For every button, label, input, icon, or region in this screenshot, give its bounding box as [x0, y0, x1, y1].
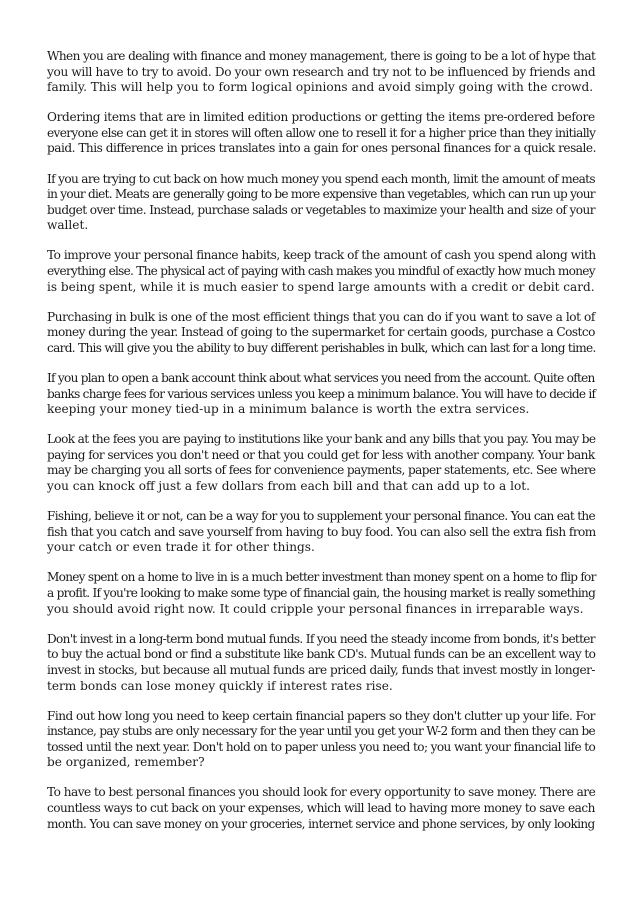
text-line: your catch or even trade it for other things. [47, 540, 315, 555]
text-line: fish that you catch and save yourself from having to buy food. You can also sell the extra fish from [47, 524, 596, 539]
text-line: month. You can save money on your groceries, internet service and phone services, by only looking [47, 816, 595, 831]
text-line: To have to best personal finances you should look for every opportunity to save money. There are [47, 785, 596, 800]
paragraph [47, 248, 595, 295]
text-line: money during the year. Instead of going to the supermarket for certain goods, purchase a Costco [47, 325, 595, 340]
text-line: If you plan to open a bank account think about what services you need from the account. Quite often [47, 371, 595, 385]
paragraph [47, 509, 595, 556]
paragraph [47, 49, 595, 96]
text-line: Look at the fees you are paying to institutions like your bank and any bills that you pay. You may be [47, 432, 596, 447]
paragraph [47, 371, 595, 418]
text-line: you can knock off just a few dollars from each bill and that can add up to a lot. [47, 479, 530, 494]
document-body [47, 49, 595, 847]
text-line: you will have to try to avoid. Do your own research and try not to be influenced by friends and [47, 64, 596, 79]
text-line: in your diet. Meats are generally going to be more expensive than vegetables, which can run up your [47, 187, 595, 202]
text-line: paid. This difference in prices translates into a gain for ones personal finances for a quick resale. [47, 141, 596, 156]
text-line: everyone else can get it in stores will often allow one to resell it for a higher price than they initially [47, 125, 596, 140]
paragraph [47, 709, 595, 771]
text-line: card. This will give you the ability to buy different perishables in bulk, which can last for a long time. [47, 340, 596, 355]
text-line: paying for services you don't need or that you could get for less with another company. Your bank [47, 447, 595, 462]
text-line: Ordering items that are in limited edition productions or getting the items pre-ordered before [47, 110, 595, 125]
text-line: tossed until the next year. Don't hold on to paper unless you need to; you want your financial life to [47, 739, 596, 754]
text-line: Purchasing in bulk is one of the most efficient things that you can do if you want to save a lot of [47, 309, 595, 324]
text-line: Don't invest in a long-term bond mutual funds. If you need the steady income from bonds, it's better [47, 631, 595, 646]
text-line: If you are trying to cut back on how much money you spend each month, limit the amount of meats [47, 171, 595, 186]
text-line: Find out how long you need to keep certain financial papers so they don't clutter up your life. For [47, 708, 595, 723]
text-line: everything else. The physical act of paying with cash makes you mindful of exactly how much money [47, 264, 595, 279]
paragraph [47, 110, 595, 157]
text-line: to buy the actual bond or find a substitute like bank CD's. Mutual funds can be an excellent way to [47, 647, 596, 662]
paragraph [47, 570, 595, 617]
paragraph [47, 172, 595, 234]
text-line: Money spent on a home to live in is a much better investment than money spent on a home to flip for [47, 570, 596, 585]
text-line: you should avoid right now. It could cripple your personal finances in irreparable ways. [47, 601, 584, 616]
text-line: invest in stocks, but because all mutual funds are priced daily, funds that invest mostly in longer- [47, 662, 596, 677]
text-line: term bonds can lose money quickly if interest rates rise. [47, 678, 393, 693]
paragraph [47, 785, 595, 832]
text-line: wallet. [47, 218, 89, 233]
paragraph [47, 632, 595, 694]
text-line: instance, pay stubs are only necessary for the year until you get your W-2 form and then they can be [47, 724, 595, 739]
text-line: budget over time. Instead, purchase salads or vegetables to maximize your health and size of your [47, 202, 595, 217]
text-line: keeping your money tied-up in a minimum balance is worth the extra services. [47, 402, 530, 417]
text-line: Fishing, believe it or not, can be a way for you to supplement your personal finance. You can eat the [47, 509, 595, 524]
text-line: be organized, remember? [47, 755, 205, 770]
text-line: may be charging you all sorts of fees for convenience payments, paper statements, etc. See where [47, 463, 596, 478]
text-line: banks charge fees for various services unless you keep a minimum balance. You will have to decide if [47, 386, 596, 401]
text-line: family. This will help you to form logical opinions and avoid simply going with the crowd. [47, 80, 594, 95]
paragraph [47, 432, 595, 494]
text-line: To improve your personal finance habits, keep track of the amount of cash you spend along with [47, 248, 596, 263]
text-line: a profit. If you're looking to make some type of financial gain, the housing market is really something [47, 586, 596, 601]
text-line: countless ways to cut back on your expenses, which will lead to having more money to save each [47, 801, 595, 816]
paragraph [47, 310, 595, 357]
text-line: is being spent, while it is much easier to spend large amounts with a credit or debit card. [47, 279, 595, 294]
text-line: When you are dealing with finance and money management, there is going to be a lot of hype that [47, 49, 596, 63]
